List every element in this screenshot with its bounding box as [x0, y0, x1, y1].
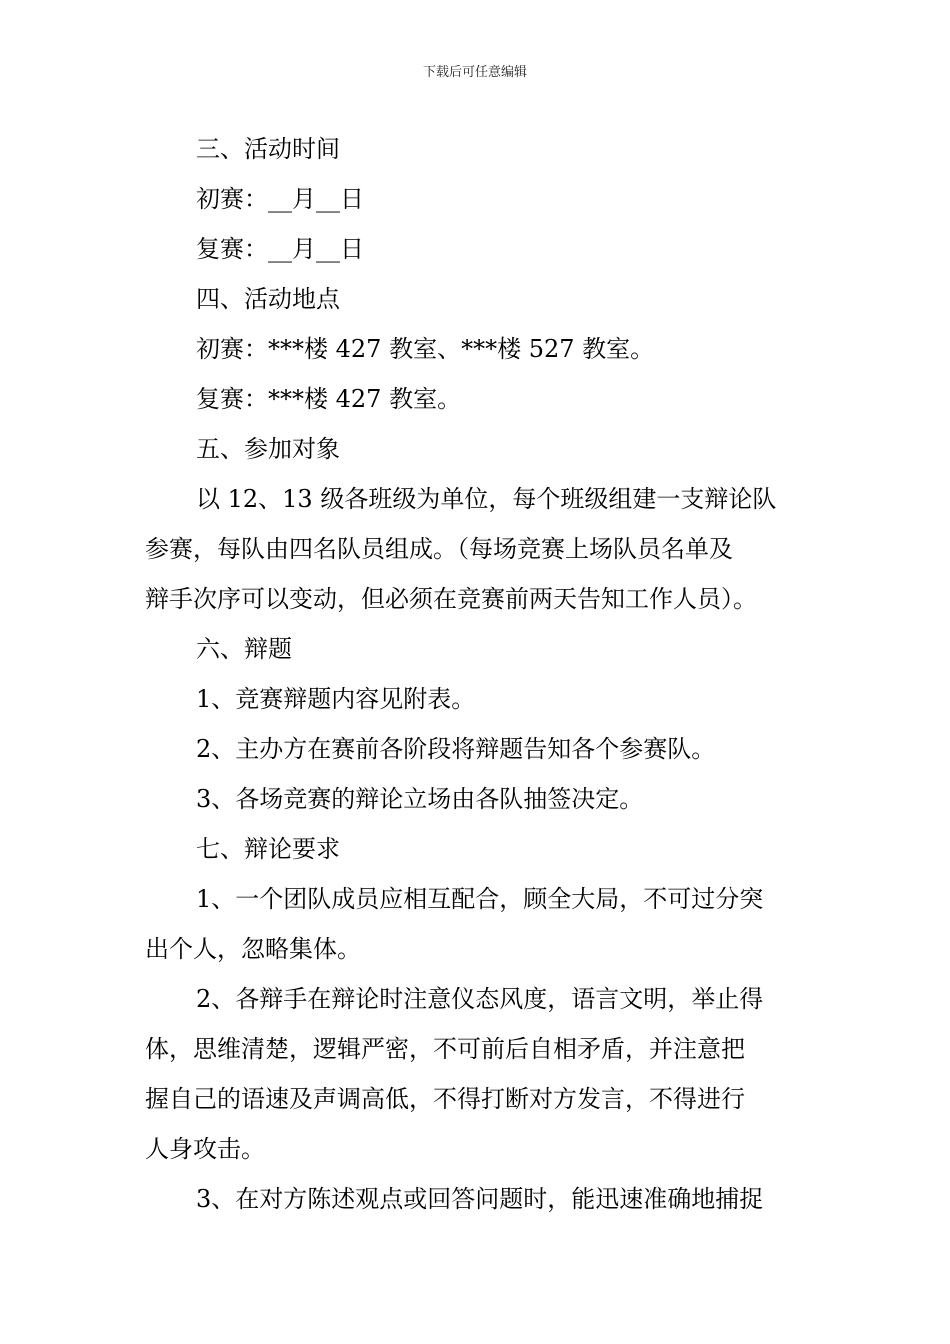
section-heading: 五、参加对象: [196, 435, 340, 463]
text-line: 人身攻击。: [145, 1135, 265, 1163]
list-item: 2、主办方在赛前各阶段将辩题告知各个参赛队。: [196, 735, 716, 763]
text-line: 以 12、13 级各班级为单位，每个班级组建一支辩论队: [196, 485, 777, 513]
text-line: 复赛：***楼 427 教室。: [196, 385, 462, 413]
text-line: 辩手次序可以变动，但必须在竞赛前两天告知工作人员）。: [145, 585, 757, 613]
text-line: 体，思维清楚，逻辑严密，不可前后自相矛盾，并注意把: [145, 1035, 745, 1063]
text-line: 握自己的语速及声调高低，不得打断对方发言，不得进行: [145, 1085, 745, 1113]
section-heading: 七、辩论要求: [196, 835, 340, 863]
page-header: 下载后可任意编辑: [422, 65, 527, 80]
list-item: 2、各辩手在辩论时注意仪态风度，语言文明，举止得: [196, 985, 764, 1013]
document-body: [145, 124, 810, 1224]
section-heading: 四、活动地点: [196, 285, 340, 313]
text-line: 参赛，每队由四名队员组成。（每场竞赛上场队员名单及: [145, 535, 733, 563]
text-line: 出个人，忽略集体。: [145, 935, 361, 963]
section-heading: 三、活动时间: [196, 135, 340, 163]
list-item: 3、各场竞赛的辩论立场由各队抽签决定。: [196, 785, 644, 813]
text-line: 初赛：***楼 427 教室、***楼 527 教室。: [196, 335, 655, 363]
list-item: 3、在对方陈述观点或回答问题时，能迅速准确地捕捉: [196, 1185, 764, 1213]
list-item: 1、竞赛辩题内容见附表。: [196, 685, 476, 713]
section-heading: 六、辩题: [196, 635, 292, 663]
text-line: 复赛：__月__日: [196, 235, 364, 263]
text-line: 初赛：__月__日: [196, 185, 364, 213]
list-item: 1、一个团队成员应相互配合，顾全大局，不可过分突: [196, 885, 764, 913]
